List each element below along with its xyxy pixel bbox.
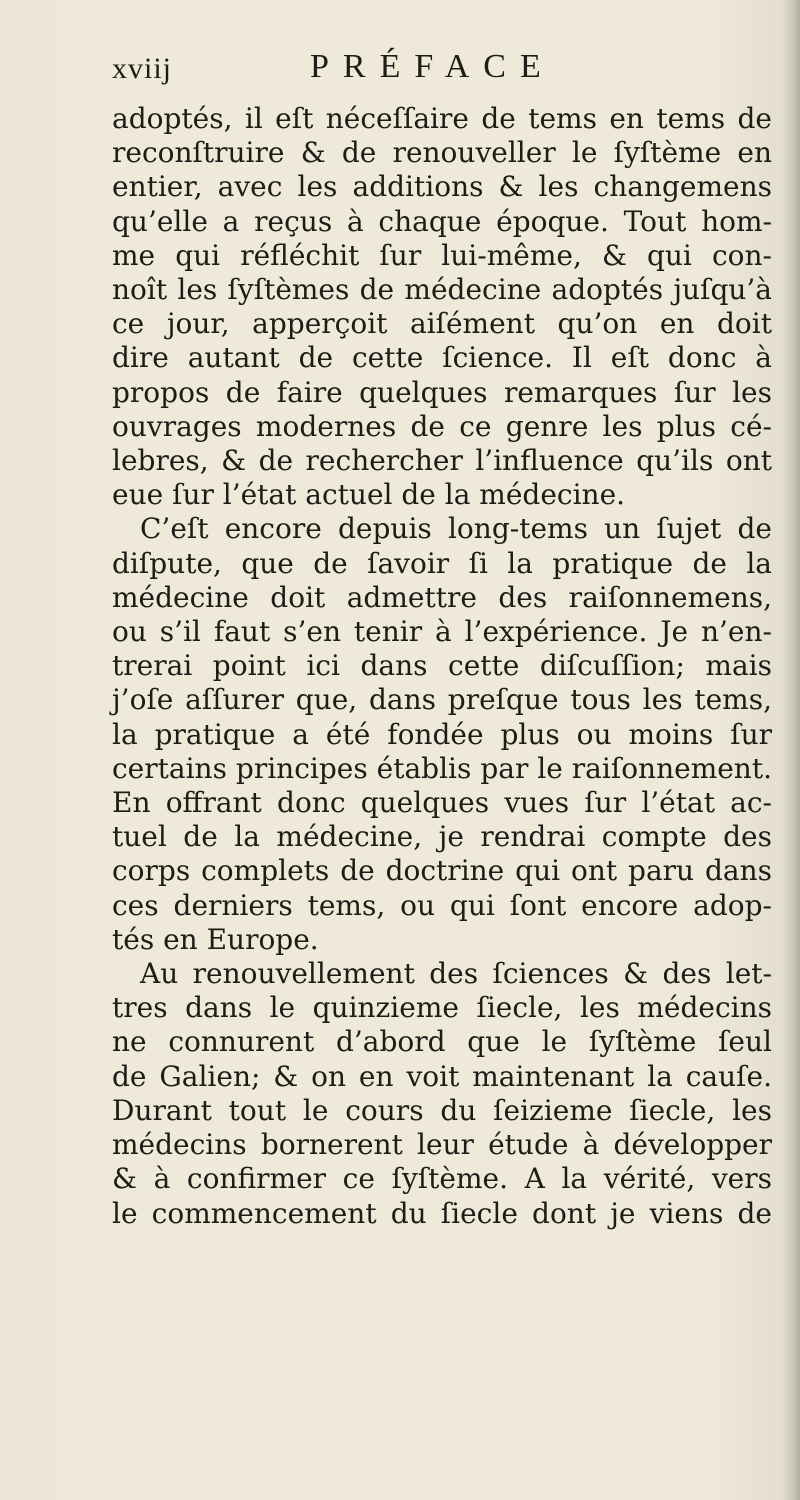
text-line: j’oſe aſſurer que, dans preſque tous les tems, [112, 683, 772, 717]
body-text [112, 102, 772, 1231]
text-line: reconſtruire & de renouveller le ſyſtème en [112, 136, 772, 170]
page-number: xviij [112, 52, 173, 85]
text-line: dire autant de cette ſcience. Il eſt donc à [112, 341, 772, 375]
text-line: lebres, & de rechercher l’influence qu’ils ont [112, 444, 772, 478]
text-line: me qui réfléchit ſur lui-même, & qui con- [112, 238, 772, 272]
text-line: de Galien; & on en voit maintenant la cauſe. [112, 1059, 772, 1093]
text-line: la pratique a été fondée plus ou moins ſur [112, 717, 772, 751]
text-line: le commencement du ſiecle dont je viens de [112, 1196, 772, 1230]
text-line: & à confirmer ce ſyſtème. A la vérité, vers [112, 1162, 772, 1196]
text-line: ouvrages modernes de ce genre les plus cé- [112, 409, 772, 443]
text-line: Durant tout le cours du ſeizieme ſiecle, les [112, 1093, 772, 1127]
text-line: noît les ſyſtèmes de médecine adoptés juſqu’à [112, 273, 772, 307]
page-edge-shadow [782, 0, 800, 1500]
text-line: ou s’il faut s’en tenir à l’expérience. Je n’en- [112, 615, 772, 649]
text-line: qu’elle a reçus à chaque époque. Tout hom- [112, 204, 772, 238]
text-line: propos de faire quelques remarques ſur les [112, 375, 772, 409]
running-title: PRÉFACE [310, 48, 555, 85]
text-line: adoptés, il eſt néceſſaire de tems en tems de [112, 102, 772, 135]
text-line: certains principes établis par le raiſonnement. [112, 751, 772, 785]
text-line: tuel de la médecine, je rendrai compte des [112, 820, 772, 854]
text-line: tres dans le quinzieme ſiecle, les médecins [112, 991, 772, 1025]
text-line: eue ſur l’état actuel de la médecine. [112, 478, 626, 512]
text-line: médecine doit admettre des raiſonnemens, [112, 580, 772, 614]
text-line: médecins bornerent leur étude à développer [112, 1128, 772, 1162]
text-line: Au renouvellement des ſciences & des let- [140, 957, 772, 991]
text-line: corps complets de doctrine qui ont paru dans [112, 854, 772, 888]
text-line: ne connurent d’abord que le ſyſtème ſeul [112, 1025, 772, 1059]
text-line: diſpute, que de ſavoir ſi la pratique de la [112, 546, 772, 580]
text-line: En offrant donc quelques vues ſur l’état ac- [112, 786, 772, 820]
text-line: tés en Europe. [112, 922, 319, 956]
page-header [112, 38, 752, 92]
text-line: ces derniers tems, ou qui ſont encore adop- [112, 888, 772, 922]
text-line: trerai point ici dans cette diſcuſſion; mais [112, 649, 772, 683]
text-line: entier, avec les additions & les changemens [112, 170, 772, 204]
text-line: C’eſt encore depuis long-tems un ſujet de [140, 512, 772, 546]
text-line: ce jour, apperçoit aiſément qu’on en doit [112, 307, 772, 341]
